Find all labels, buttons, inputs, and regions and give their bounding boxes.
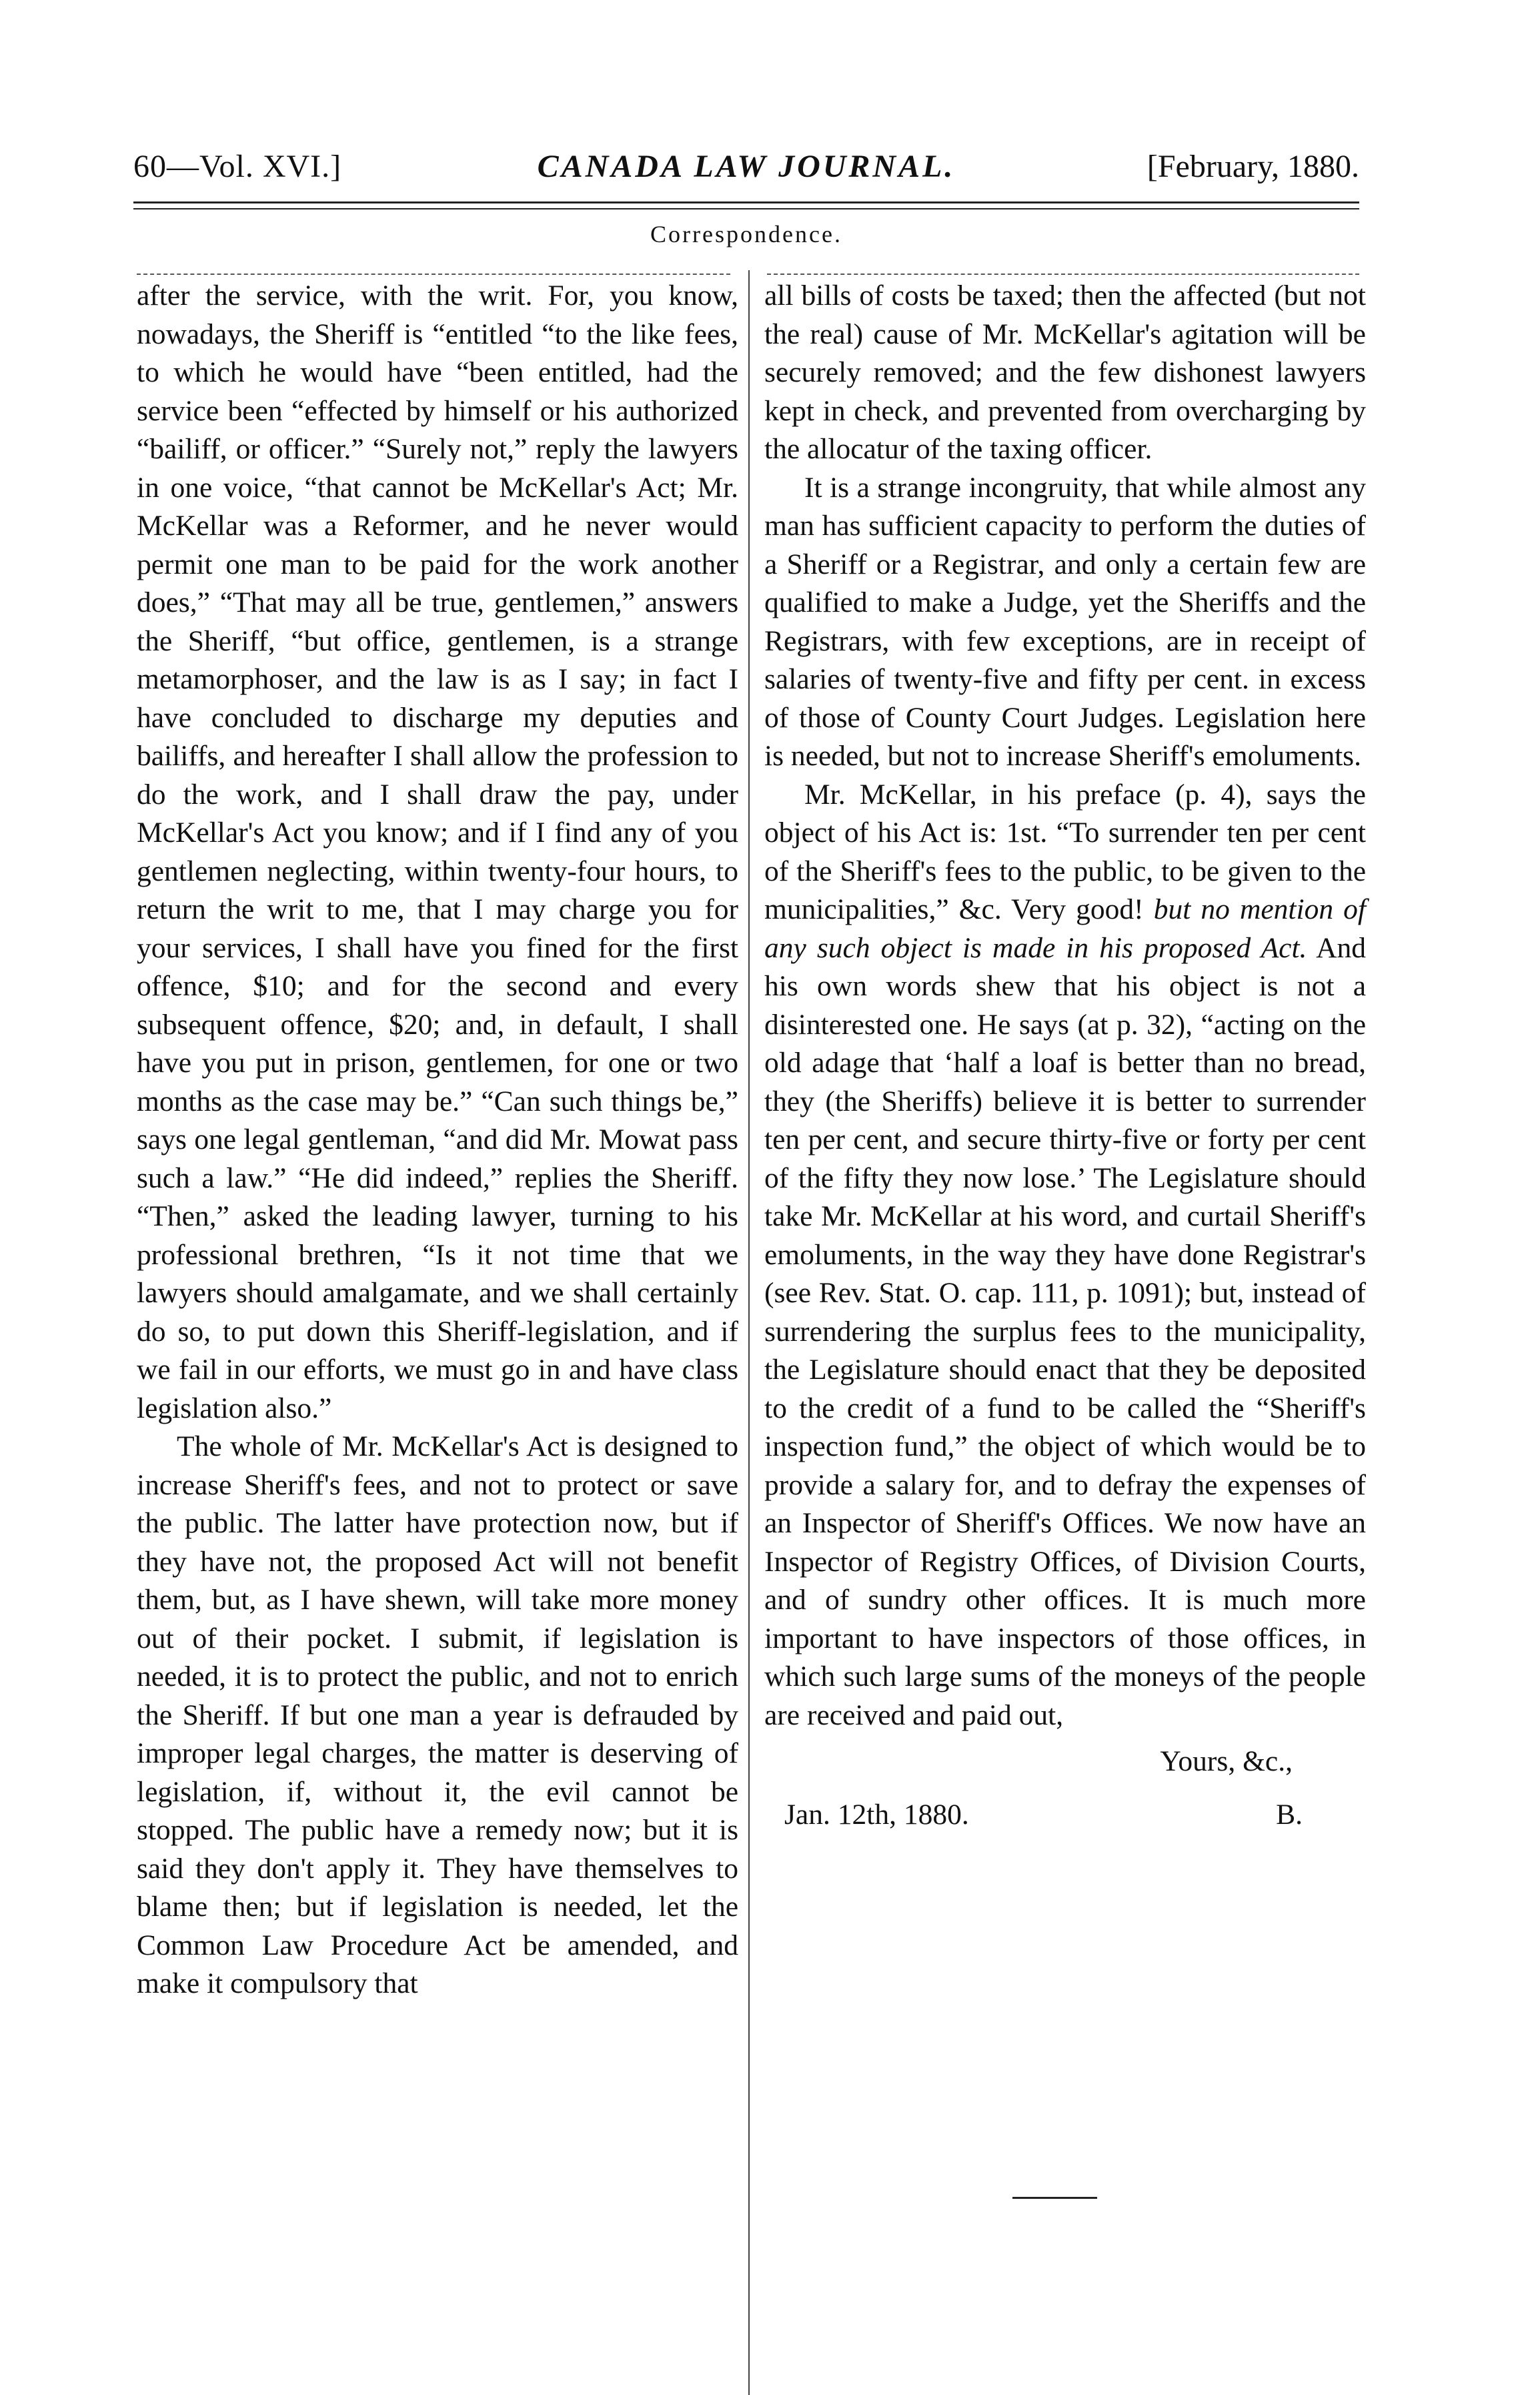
right-paragraph-3-end: And his own words shew that his object is not a disinterested one. He says (at p. 32), “acting on the old adage that ‘half a loaf is better than no bread, they (the Sheriffs) believe it is better to surrender ten per cent, and secure thirty-five or forty per cent of the fifty they now lose.’ The Legislature should take Mr. McKellar at his word, and curtail Sheriff's emoluments, in the way they have done Registrar's (see Rev. Stat. O. cap. 111, p. 1091); but, instead of surrendering the surplus fees to the municipality, the Legislature should enact that they be deposited to the credit of a fund to be called the “Sheriff's inspection fund,” the object of which would be to provide a salary for, and to defray the expenses of an Inspector of Sheriff's Offices. We now have an Inspector of Registry Offices, of Division Courts, and of sundry other offices. It is much more important to have inspectors of those offices, in which such large sums of the moneys of the people are received and paid out, [764,931,1366,1731]
left-paragraph-2: The whole of Mr. McKellar's Act is designed to increase Sheriff's fees, and not to protect or save the public. The latter have protection now, but if they have not, the proposed Act will not benefit them, but, as I have shewn, will take more money out of their pocket. I submit, if legislation is needed, it is to protect the public, and not to enrich the Sheriff. If but one man a year is defrauded by improper legal charges, the matter is deserving of legislation, if, without it, the evil cannot be stopped. The public have a remedy now; but it is said they don't apply it. They have themselves to blame then; but if legislation is needed, let the Common Law Procedure Act be amended, and make it compulsory that [137,1430,738,1999]
page-volume-label: 60—Vol. XVI.] [133,149,342,184]
closing-salutation: Yours, &c., [1160,1745,1293,1777]
left-paragraph-1: after the service, with the writ. For, you know, nowadays, the Sheriff is “entitled “to the like fees, to which he would have “been entitled, had the service been “effected by himself or his authorized “bailiff, or officer.” “Surely not,” reply the lawyers in one voice, “that cannot be McKellar's Act; Mr. McKellar was a Reformer, and he never would permit one man to be paid for the work another does,” “That may all be true, gentlemen,” answers the Sheriff, “but office, gentlemen, is a strange metamorphoser, and the law is as I say; in fact I have concluded to discharge my deputies and bailiffs, and hereafter I shall allow the profession to do the work, and I shall draw the pay, under McKellar's Act you know; and if I find any of you gentlemen neglecting, within twenty-four hours, to return the writ to me, that I may charge you for your services, I shall have you fined for the first offence, $10; and for the second and every subsequent offence, $20; and, in default, I shall have you put in prison, gentlemen, for one or two months as the case may be.” “Can such things be,” says one legal gentleman, “and did Mr. Mowat pass such a law.” “He did indeed,” replies the Sheriff. “Then,” asked the leading lawyer, turning to his professional brethren, “Is it not time that we lawyers should amalgamate, and we shall certainly do so, to put down this Sheriff-legislation, and if we fail in our efforts, we must go in and have class legislation also.” [137,280,738,1424]
journal-title: CANADA LAW JOURNAL. [537,149,956,184]
left-column [137,277,738,2003]
section-title: Correspondence. [650,221,842,248]
left-dashed-rule [137,274,730,275]
end-rule [1012,2197,1097,2199]
right-column [764,277,1366,1843]
right-paragraph-1: all bills of costs be taxed; then the affected (but not the real) cause of Mr. McKellar's agitation will be securely removed; and the few dishonest lawyers kept in check, and prevented from overcharging by the allocatur of the taxing officer. [764,280,1366,465]
right-dashed-rule [767,274,1359,275]
letter-date: Jan. 12th, 1880. [784,1798,969,1831]
header-rule-bottom [133,208,1359,209]
header-rule-top [133,201,1359,203]
running-header [133,148,1359,195]
right-paragraph-3-italic: but no mention of any such object is made in his proposed Act. [764,893,1366,964]
right-paragraph-2: It is a strange incongruity, that while almost any man has sufficient capacity to perform the duties of a Sheriff or a Registrar, and only a certain few are qualified to make a Judge, yet the Sheriffs and the Registrars, with few exceptions, are in receipt of salaries of twenty-five and fifty per cent. in excess of those of County Court Judges. Legislation here is needed, but not to increase Sheriff's emoluments. [764,471,1366,772]
signature-row [764,1796,1366,1843]
right-paragraph-3-start: Mr. McKellar, in his preface (p. 4), says the object of his Act is: 1st. “To surrender ten per cent of the Sheriff's fees to the public, to be given to the municipalities,” &c. Very good! [764,778,1366,925]
signature-initial: B. [1276,1798,1303,1831]
right-paragraph-3 [764,776,1366,1735]
issue-date: [February, 1880. [1146,149,1359,184]
column-divider [748,270,750,2395]
